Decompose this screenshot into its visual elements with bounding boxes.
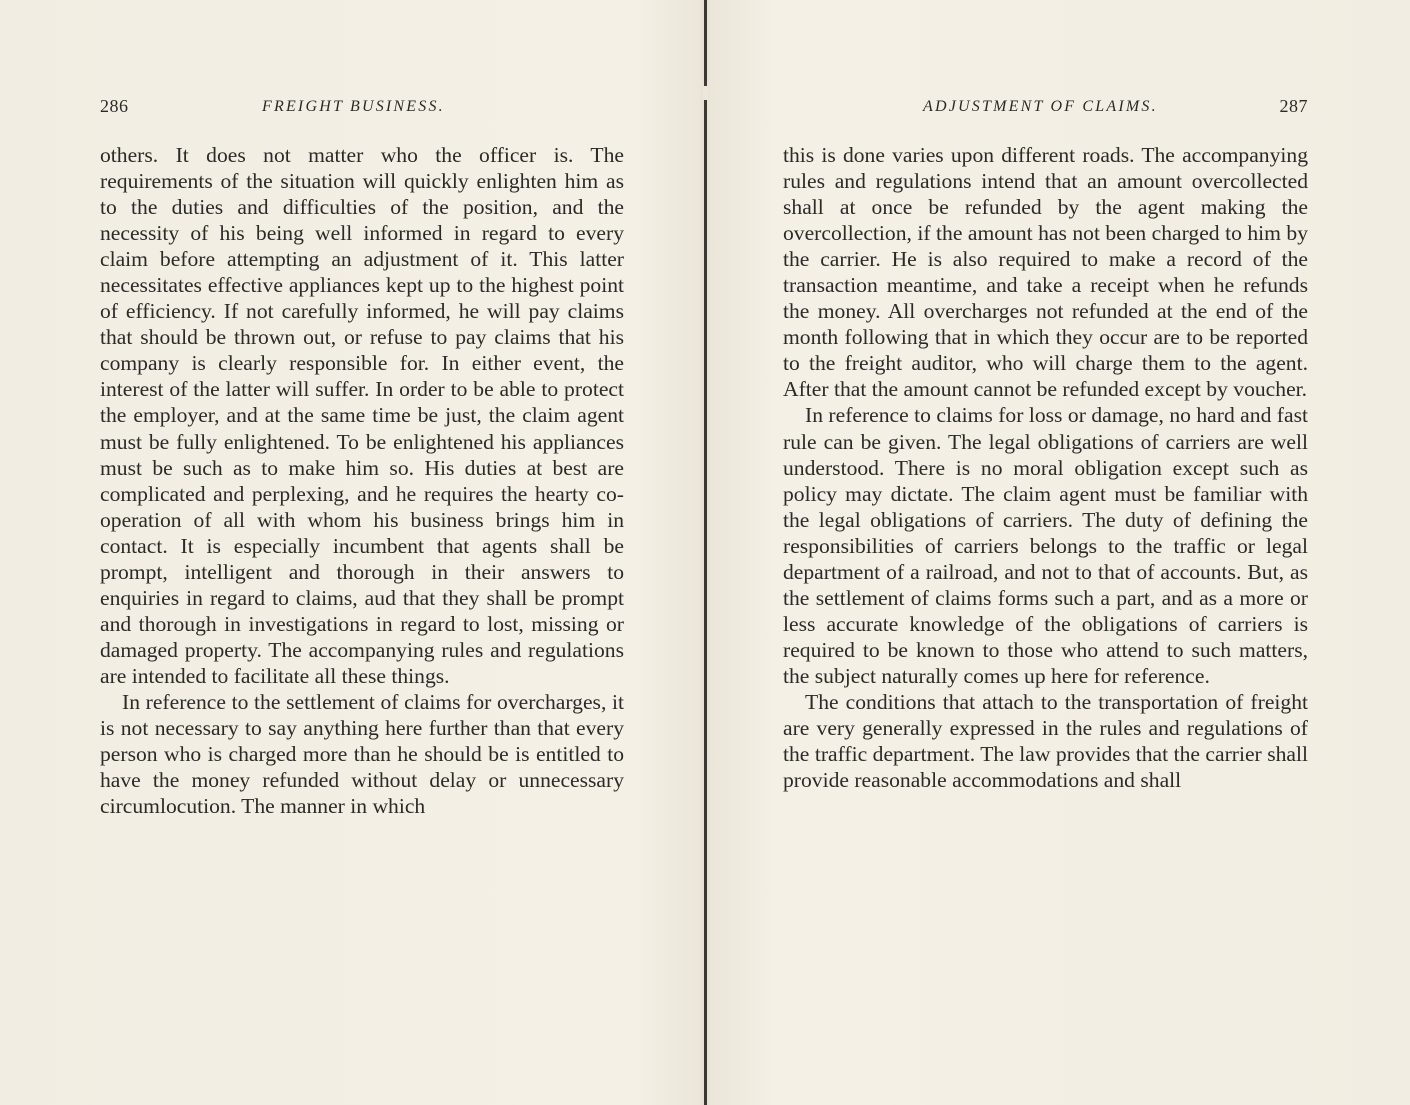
paragraph: others. It does not matter who the officer is. The requirements of the situation will quickly enlighten him as to the duties and difficulties of the position, and the necessity of his being well informed in regard to every claim before attempting an adjustment of it. This latter necessitates effective appliances kept up to the highest point of efficiency. If not carefully informed, he will pay claims that should be thrown out, or refuse to pay claims that his company is clearly responsible for. In either event, the interest of the latter will suffer. In order to be able to protect the employer, and at the same time be just, the claim agent must be fully enlightened. To be enlightened his appliances must be such as to make him so. His duties at best are complicated and perplexing, and he requires the hearty co-operation of all with whom his business brings him in contact. It is especially incumbent that agents shall be prompt, intelligent and thorough in their answers to enquiries in regard to claims, aud that they shall be prompt and thorough in investigations in regard to lost, missing or damaged property. The accompanying rules and regulations are intended to facilitate all these things. xyxy=(100,143,624,688)
right-page-header xyxy=(783,96,1308,122)
book-gutter xyxy=(704,0,707,1105)
right-page xyxy=(783,0,1308,1105)
left-page xyxy=(100,0,624,1105)
page-number: 287 xyxy=(1279,96,1308,116)
gutter-gap xyxy=(703,86,708,100)
page-number: 286 xyxy=(100,96,129,116)
paragraph: In reference to claims for loss or damage, no hard and fast rule can be given. The legal obligations of carriers are well understood. There is no moral obligation except such as policy may dictate. The claim agent must be familiar with the legal obligations of carriers. The duty of defining the responsibilities of carriers belongs to the traffic or legal department of a railroad, and not to that of accounts. But, as the settlement of claims forms such a part, and as a more or less accurate knowledge of the obligations of carriers is required to be known to those who attend to such matters, the subject naturally comes up here for reference. xyxy=(783,403,1308,688)
left-page-body xyxy=(100,142,624,819)
running-head: FREIGHT BUSINESS. xyxy=(262,98,445,115)
paragraph: this is done varies upon different roads. The accompanying rules and regulations intend that an amount overcollected shall at once be refunded by the agent making the overcollection, if the amount has not been charged to him by the carrier. He is also required to make a record of the transaction meantime, and take a receipt when he refunds the money. All overcharges not refunded at the end of the month following that in which they occur are to be reported to the freight auditor, who will charge them to the agent. After that the amount cannot be refunded except by voucher. xyxy=(783,143,1308,402)
right-page-body xyxy=(783,142,1308,793)
left-page-header xyxy=(100,96,624,122)
paragraph: The conditions that attach to the transportation of freight are very generally expressed in the rules and regulations of the traffic department. The law provides that the carrier shall provide reasonable accommodations and shall xyxy=(783,689,1308,793)
paragraph: In reference to the settlement of claims for overcharges, it is not necessary to say anything here further than that every person who is charged more than he should be is entitled to have the money refunded without delay or unnecessary circumlocution. The manner in which xyxy=(100,689,624,819)
running-head: ADJUSTMENT OF CLAIMS. xyxy=(923,98,1158,115)
